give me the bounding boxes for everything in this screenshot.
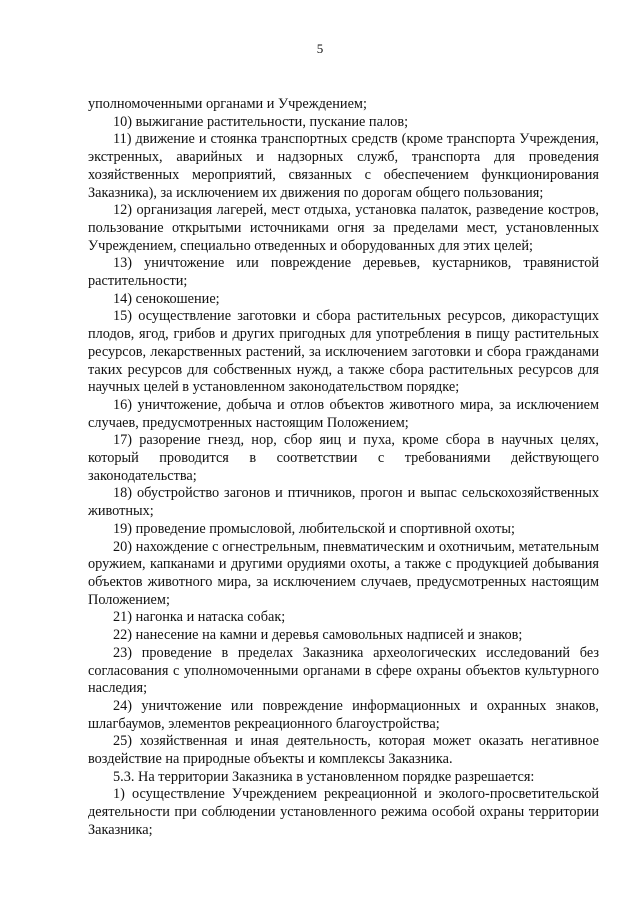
list-item-15: 15) осуществление заготовки и сбора растительных ресурсов, дикорастущих плодов, ягод, грибов и других пригодных для употребления в пищу растительных ресурсов, лекарственных растений, за исключением заготовки и сбора гражданами таких ресурсов для собственных нужд, а также сбора растительных ресурсов для научных целей в установленном законодательством порядке; xyxy=(88,308,599,396)
permitted-item-1: 1) осуществление Учреждением рекреационной и эколого-просветительской деятельности при соблюдении установленного режима особой охраны территории Заказника; xyxy=(88,786,599,838)
list-item-13: 13) уничтожение или повреждение деревьев, кустарников, травянистой растительности; xyxy=(88,255,599,290)
list-item-18: 18) обустройство загонов и птичников, прогон и выпас сельскохозяйственных животных; xyxy=(88,485,599,520)
section-heading-5-3: 5.3. На территории Заказника в установленном порядке разрешается: xyxy=(113,768,535,785)
paragraph-continuation: уполномоченными органами и Учреждением; xyxy=(88,96,367,112)
list-item-24: 24) уничтожение или повреждение информационных и охранных знаков, шлагбаумов, элементов рекреационного благоустройства; xyxy=(88,697,599,732)
list-item-20: 20) нахождение с огнестрельным, пневматическим и охотничьим, метательным оружием, капканами и другими орудиями охоты, а также с продукцией добывания объектов животного мира, за исключением случаев, предусмотренных настоящим Положением; xyxy=(88,538,599,608)
list-item-11: 11) движение и стоянка транспортных средств (кроме транспорта Учреждения, экстренных, аварийных и надзорных служб, транспорта для проведения хозяйственных мероприятий, связанных с обеспечением функционирования Заказника), за исключением их движения по дорогам общего пользования; xyxy=(88,131,599,201)
document-body xyxy=(88,96,599,840)
list-item-25: 25) хозяйственная и иная деятельность, которая может оказать негативное воздействие на природные объекты и комплексы Заказника. xyxy=(88,733,599,768)
list-item-16: 16) уничтожение, добыча и отлов объектов животного мира, за исключением случаев, предусмотренных настоящим Положением; xyxy=(88,396,599,431)
list-item-17: 17) разорение гнезд, нор, сбор яиц и пуха, кроме сбора в научных целях, который проводится в соответствии с требованиями действующего законодательства; xyxy=(88,432,599,484)
list-item-22: 22) нанесение на камни и деревья самовольных надписей и знаков; xyxy=(113,627,523,644)
list-item-10: 10) выжигание растительности, пускание палов; xyxy=(113,113,409,130)
list-item-14: 14) сенокошение; xyxy=(113,290,220,307)
list-item-19: 19) проведение промысловой, любительской и спортивной охоты; xyxy=(113,520,515,537)
list-item-23: 23) проведение в пределах Заказника археологических исследований без согласования с уполномоченными органами в сфере охраны объектов культурного наследия; xyxy=(88,644,599,697)
list-item-21: 21) нагонка и натаска собак; xyxy=(113,609,286,626)
list-item-12: 12) организация лагерей, мест отдыха, установка палаток, разведение костров, пользование открытыми источниками огня за пределами мест, установленных Учреждением, специально отведенных и оборудованных для этих целей; xyxy=(88,202,599,254)
page-number: 5 xyxy=(316,41,324,56)
